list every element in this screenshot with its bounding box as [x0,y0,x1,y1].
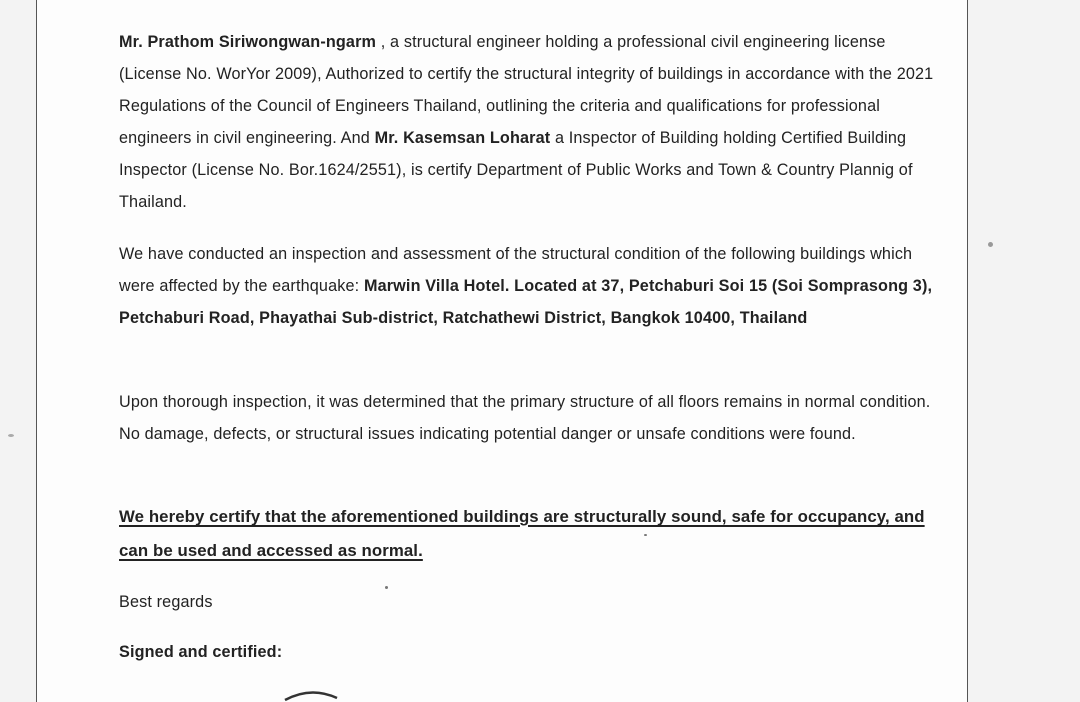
intro-text-1: , a structural engineer holding a professional civil engineering license (License No. WorYor 2009), Authorized to certify the structural integrity of buildings in accordance with the 2021 Regulations of the Council of Engineers Thailand, outlining the criteria and qualifications for professional engineers in civil engineering. And [119,33,934,147]
scan-speck [988,242,993,247]
scan-speck [385,586,388,589]
engineer-name: Mr. Prathom Siriwongwan-ngarm [119,33,377,51]
inspection-paragraph [119,238,939,334]
certification-statement [119,500,939,568]
signature-heading: Signed and certified: [119,643,283,661]
scan-speck [8,434,14,437]
closing-regards: Best regards [119,593,213,611]
building-location: Marwin Villa Hotel. Located at 37, Petchaburi Soi 15 (Soi Somprasong 3), Petchaburi Road, Phayathai Sub-district, Ratchathewi District, Bangkok 10400, Thailand [119,277,933,327]
intro-text-2: a Inspector of Building holding Certified Building Inspector (License No. Bor.1624/2551), is certify Department of Public Works and Town & Country Plannig of Thailand. [119,129,913,211]
findings-paragraph: Upon thorough inspection, it was determined that the primary structure of all floors remains in normal condition. No damage, defects, or structural issues indicating potential danger or unsafe conditions were found. [119,393,931,443]
certification-text: We hereby certify that the aforementioned buildings are structurally sound, safe for occupancy, and can be used and accessed as normal. [119,507,925,560]
scan-speck [644,534,647,536]
document-page [36,0,968,702]
inspector-name: Mr. Kasemsan Loharat [374,129,551,147]
inspection-text: We have conducted an inspection and assessment of the structural condition of the following buildings which were affected by the earthquake: [119,245,913,295]
cropped-heading-ink [125,0,325,2]
intro-paragraph [119,26,939,218]
